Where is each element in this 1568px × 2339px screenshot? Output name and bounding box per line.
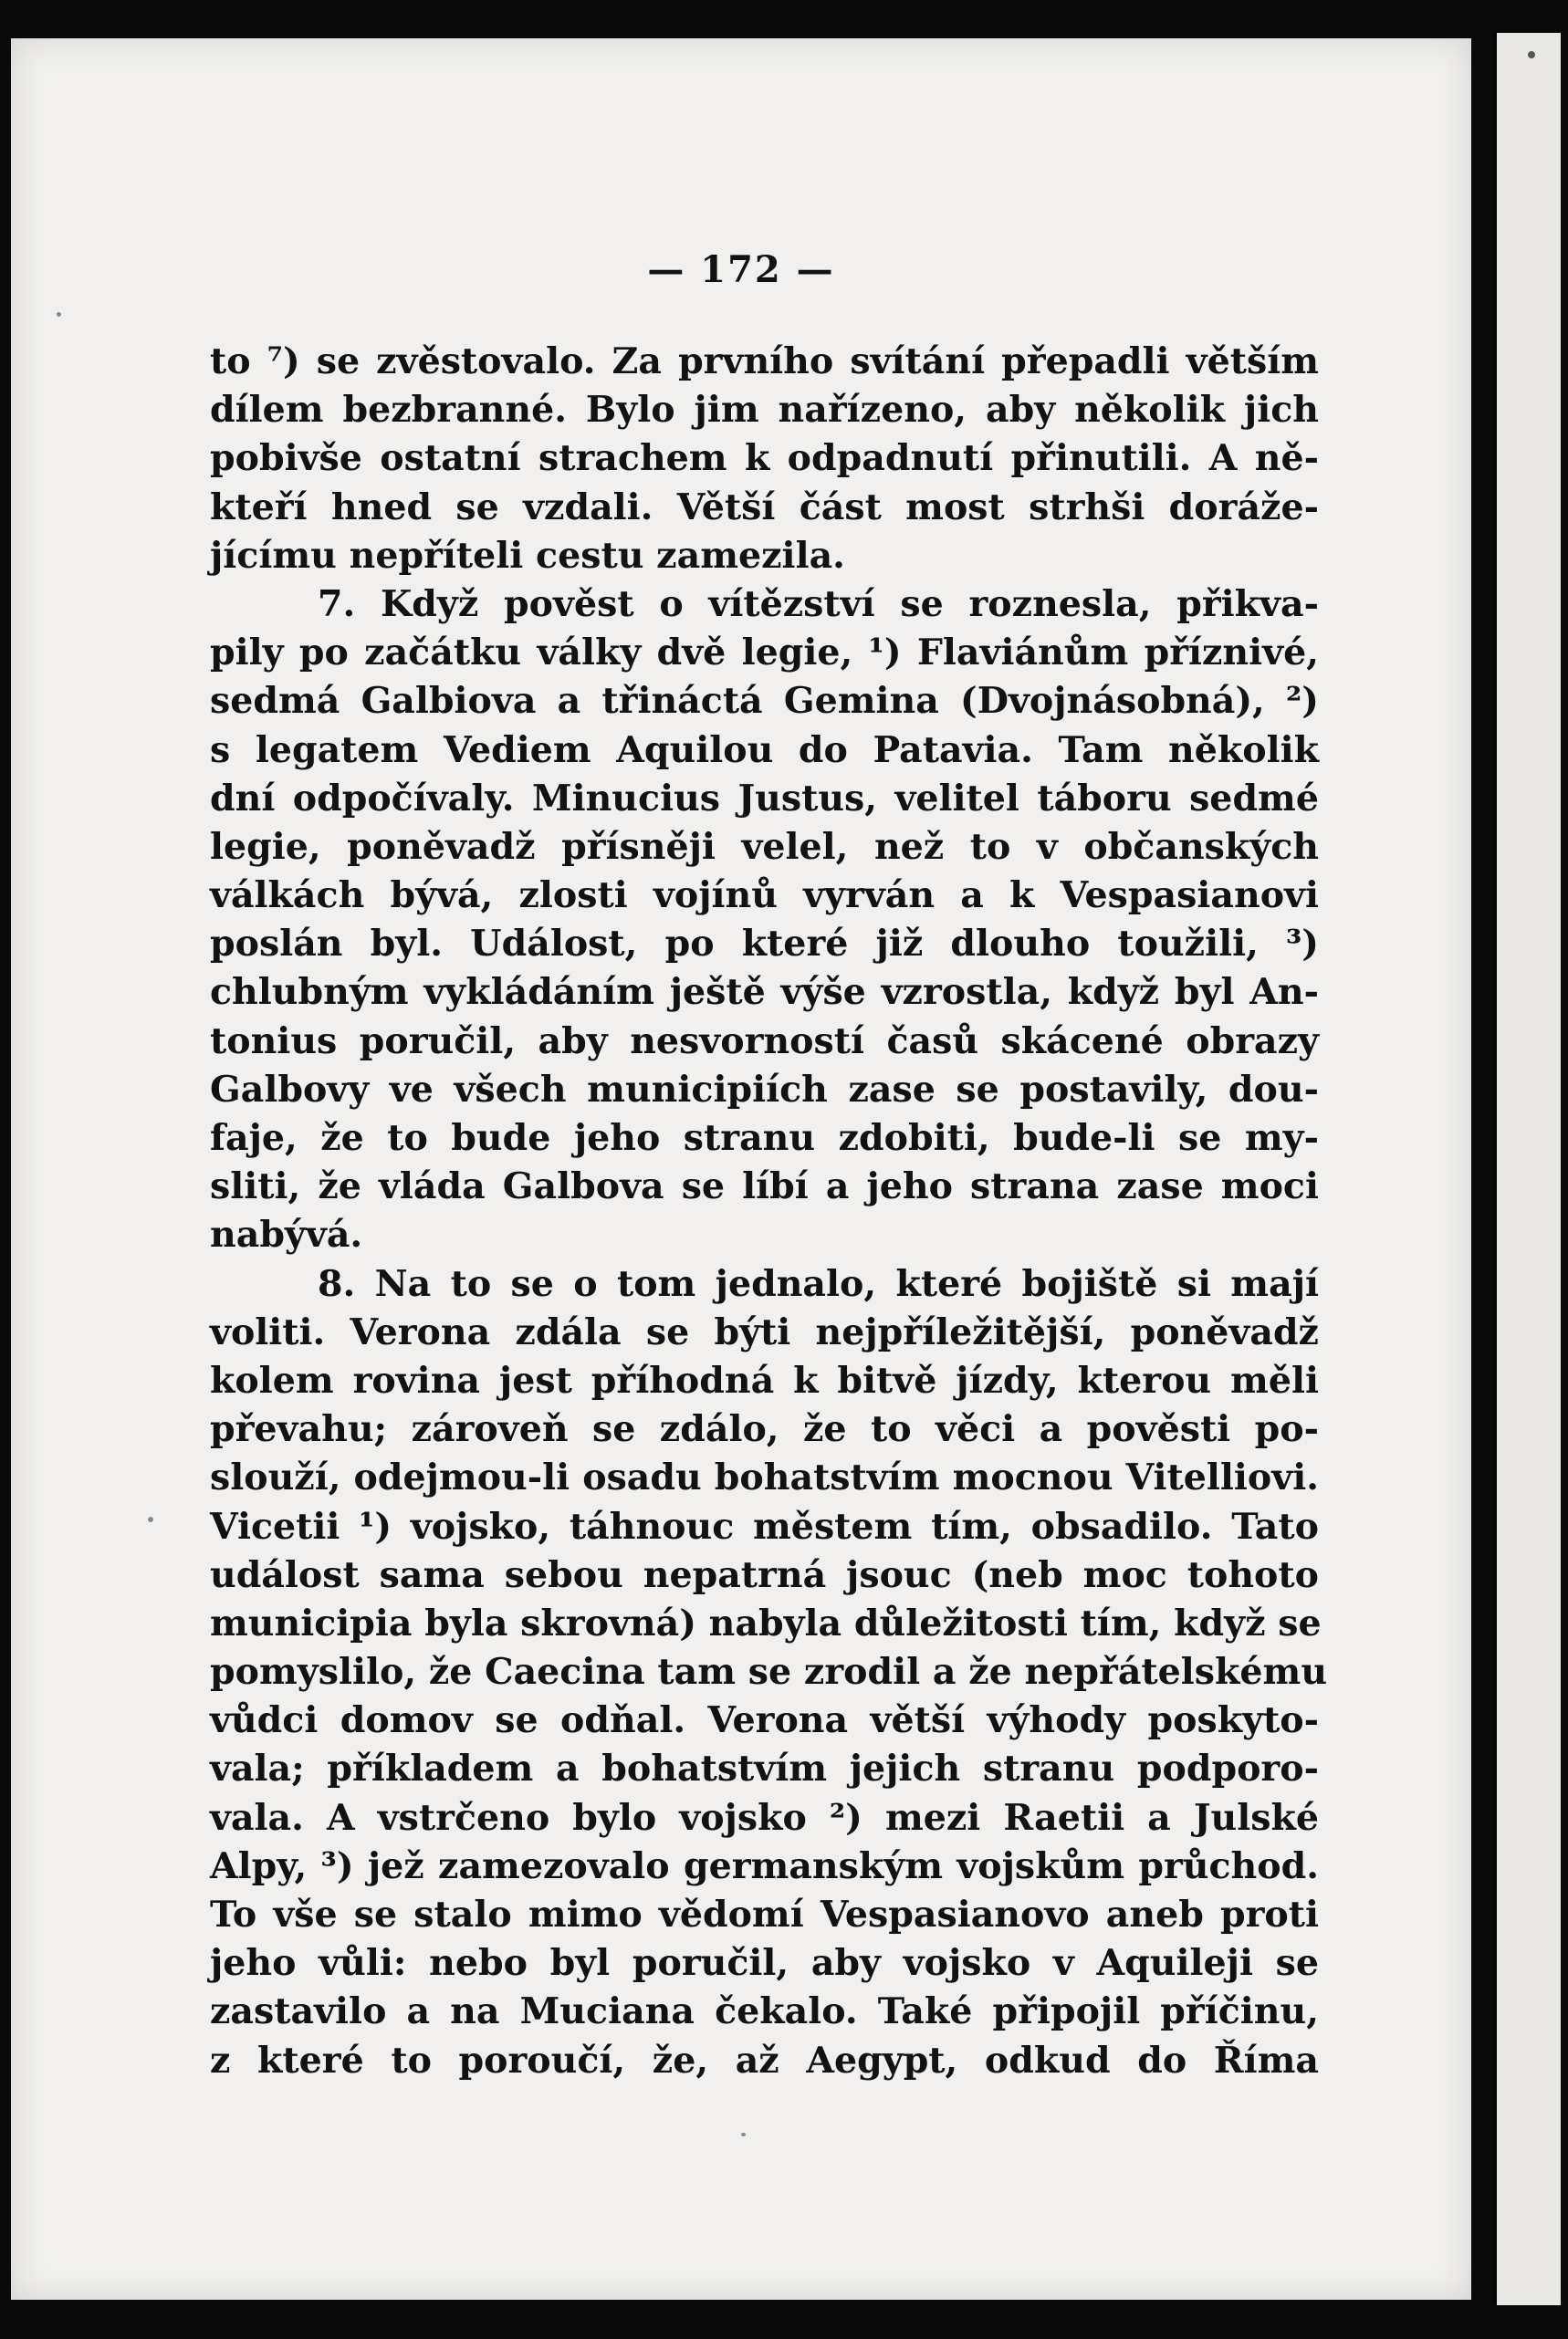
text-line: pily po začátku války dvě legie, ¹) Flaviánům příznivé, [210,632,1319,674]
text-line: nabývá. [210,1214,363,1257]
book-page [11,38,1471,2300]
text-line: válkách bývá, zlosti vojínů vyrván a k Vespasianovi [210,874,1319,917]
text-line: zastavilo a na Muciana čekalo. Také připojil příčinu, [210,1990,1319,2033]
text-line: chlubným vykládáním ještě výše vzrostla, když byl An- [210,971,1319,1014]
text-line: 8. Na to se o tom jednalo, které bojiště si mají [318,1262,1319,1305]
text-line: To vše se stalo mimo vědomí Vespasianovo aneb proti [210,1894,1319,1936]
text-line: z které to poroučí, že, až Aegypt, odkud do Říma [210,2039,1319,2082]
text-line: poslán byl. Událost, po které již dlouho toužili, ³) [210,923,1319,966]
text-line: Vicetii ¹) vojsko, táhnouc městem tím, obsadilo. Tato [210,1505,1319,1548]
text-line: sliti, že vláda Galbova se líbí a jeho strana zase moci [210,1165,1319,1208]
text-line: s legatem Vediem Aquilou do Patavia. Tam několik [210,728,1319,771]
paper-speck [148,1517,153,1522]
text-line: to ⁷) se zvěstovalo. Za prvního svítání přepadli větším [210,340,1319,382]
paper-speck [741,2133,746,2136]
adjacent-page-edge [1493,33,1561,2305]
text-line: tonius poručil, aby nesvorností časů skácené obrazy [210,1019,1319,1062]
text-line: jícímu nepříteli cestu zamezila. [210,534,845,577]
text-line: slouží, odejmou-li osadu bohatstvím mocnou Vitelliovi. [210,1457,1319,1499]
text-line: pomyslilo, že Caecina tam se zrodil a že nepřátelskému [210,1651,1328,1694]
text-line: vala; příkladem a bohatstvím jejich stranu podporo- [210,1748,1319,1791]
text-line: jeho vůli: nebo byl poručil, aby vojsko v Aquileji se [210,1942,1319,1985]
text-line: dílem bezbranné. Bylo jim nařízeno, aby několik jich [210,389,1319,432]
text-line: Alpy, ³) jež zamezovalo germanským vojskům průchod. [210,1844,1319,1887]
text-line: dní odpočívaly. Minucius Justus, velitel táboru sedmé [210,777,1319,820]
text-line: vůdci domov se odňal. Verona větší výhody poskyto- [210,1699,1319,1742]
text-line: vala. A vstrčeno bylo vojsko ²) mezi Raetii a Julské [210,1796,1319,1839]
text-line: pobivše ostatní strachem k odpadnutí přinutili. A ně- [210,437,1319,480]
text-line: legie, poněvadž přísněji velel, než to v občanských [210,825,1319,868]
text-line: Galbovy ve všech municipiích zase se postavily, dou- [210,1068,1319,1111]
text-line: voliti. Verona zdála se býti nejpříležitější, poněvadž [210,1310,1319,1353]
text-line: převahu; zároveň se zdálo, že to věci a pověsti po- [210,1408,1319,1451]
page-number-header: — 172 — [647,248,835,291]
paper-speck [57,312,61,317]
page-text-body [210,338,1328,2085]
text-line: kteří hned se vzdali. Větší část most strhši doráže- [210,486,1319,528]
text-line: sedmá Galbiova a třináctá Gemina (Dvojnásobná), ²) [210,680,1319,723]
text-line: faje, že to bude jeho stranu zdobiti, bude-li se my- [210,1117,1319,1159]
text-line: municipia byla skrovná) nabyla důležitosti tím, když se [210,1602,1322,1645]
text-line: kolem rovina jest příhodná k bitvě jízdy, kterou měli [210,1359,1319,1402]
margin-mark [1528,51,1535,58]
text-line: událost sama sebou nepatrná jsouc (neb moc tohoto [210,1553,1319,1596]
text-line: 7. Když pověst o vítězství se roznesla, přikva- [318,582,1319,625]
